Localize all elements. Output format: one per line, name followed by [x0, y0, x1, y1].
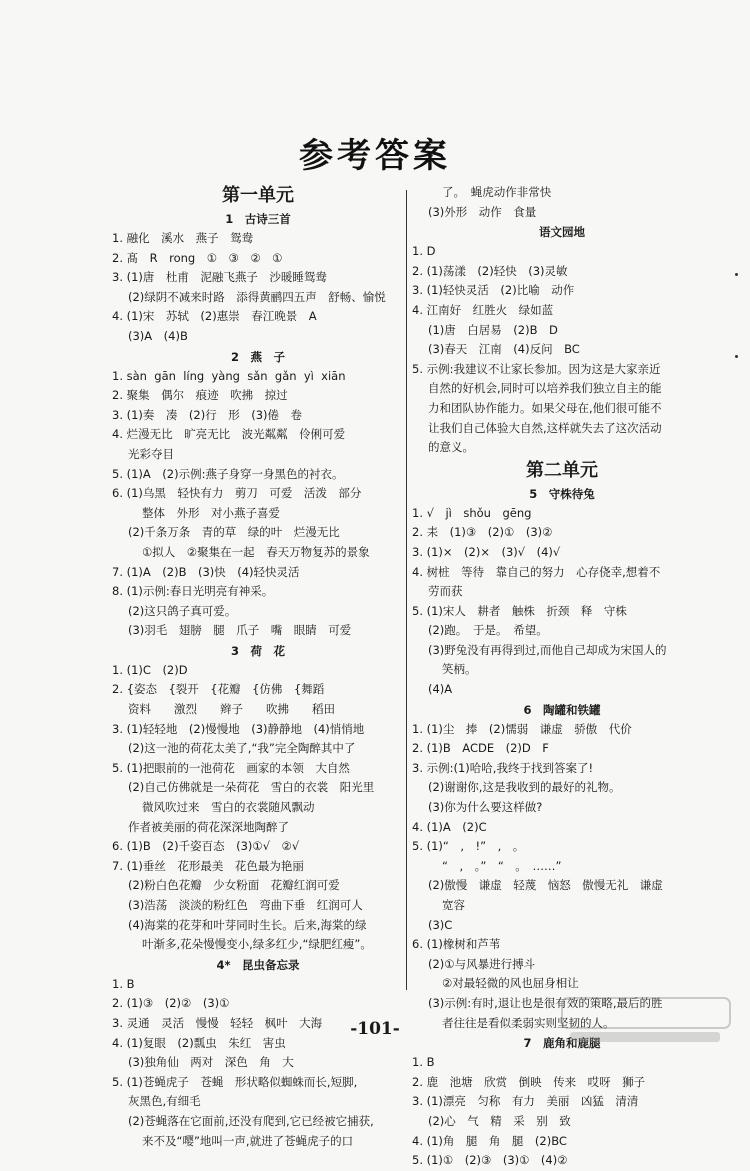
answer-line: 自然的好机会,同时可以培养我们独立自主的能 — [428, 381, 662, 396]
lesson-title: 5 守株待兔 — [529, 486, 595, 501]
answer-line: (2)苍蝇落在它面前,还没有爬到,它已经被它捕获, — [128, 1113, 374, 1128]
answer-line: 1. sàn gān líng yàng sǎn gǎn yì xiān — [112, 368, 346, 383]
answer-line: 5. 示例:我建议不让家长参加。因为这是大家亲近 — [412, 361, 661, 376]
answer-line: 3. (1)× (2)× (3)√ (4)√ — [412, 544, 561, 559]
answer-line: (3)春天 江南 (4)反问 BC — [428, 342, 580, 357]
answer-line: 灰黑色,有细毛 — [128, 1094, 201, 1109]
answer-line: 劳而获 — [428, 584, 463, 599]
answer-line: 资料 激烈 辫子 吹拂 稻田 — [128, 702, 335, 717]
answer-line: 3. 示例:(1)哈哈,我终于找到答案了! — [412, 760, 594, 775]
answer-line: 1. B — [412, 1055, 435, 1070]
answer-line: 4. 树桩 等待 靠自己的努力 心存侥幸,想着不 — [412, 564, 661, 579]
answer-line: 2. {姿态 {裂开 {花瓣 {仿佛 {舞蹈 — [112, 682, 325, 697]
column-divider — [406, 190, 407, 990]
answer-line: 2. (1)B ACDE (2)D F — [412, 741, 549, 756]
answer-line: (3)浩荡 淡淡的粉红色 弯曲下垂 红润可人 — [128, 898, 363, 912]
answer-line: 3. (1)轻快灵活 (2)比喻 动作 — [412, 283, 575, 298]
answer-line: (3)羽毛 翅膀 腿 爪子 嘴 眼睛 可爱 — [128, 623, 352, 638]
answer-line: 了。 蝇虎动作非常快 — [442, 185, 552, 199]
answer-line: 微风吹过来 雪白的衣裳随风飘动 — [142, 800, 315, 815]
answer-line: 让我们自己体验大自然,这样就失去了这次活动 — [428, 420, 662, 435]
answer-line: 1. 融化 溪水 燕子 鸳鸯 — [112, 231, 254, 245]
answer-line: (3)独角仙 两对 深色 角 大 — [128, 1055, 294, 1070]
answer-line: 6. (1)乌黑 轻快有力 剪刀 可爱 活泼 部分 — [112, 486, 362, 501]
answer-line: (2)自己仿佛就是一朵荷花 雪白的衣裳 阳光里 — [128, 780, 375, 795]
answer-line: (3)示例:有时,退让也是很有效的策略,最后的胜 — [428, 995, 663, 1010]
answer-line: (2)心 气 精 采 别 致 — [428, 1113, 571, 1128]
answer-line: 2. 耒 (1)③ (2)① (3)② — [412, 525, 553, 540]
watermark-logo-icon — [560, 996, 732, 1046]
answer-line: 笑柄。 — [442, 662, 477, 677]
lesson-title: 语文园地 — [539, 225, 585, 240]
answer-line: 4. (1)A (2)C — [412, 819, 487, 834]
answer-line: ①拟人 ②聚集在一起 春天万物复苏的景象 — [142, 544, 370, 559]
lesson-title: 6 陶罐和铁罐 — [523, 702, 601, 717]
answer-line: 力和团队协作能力。如果父母在,他们很可能不 — [428, 400, 662, 415]
answer-line: 3. 灵通 灵活 慢慢 轻轻 枫叶 大海 — [112, 1015, 323, 1030]
answer-line: (2)这只鸽子真可爱。 — [128, 603, 237, 618]
answer-line: 5. (1)把眼前的一池荷花 画家的本领 大自然 — [112, 760, 350, 775]
answer-line: 2. 髙 R rong ① ③ ② ① — [112, 250, 283, 265]
answer-line: 1. √ jì shǒu gēng — [412, 505, 532, 520]
left-column — [112, 183, 404, 1151]
lesson-title: 3 荷 花 — [230, 643, 285, 658]
answer-line: 4. (1)角 腿 角 腿 (2)BC — [412, 1133, 567, 1148]
lesson-title: 4* 昆虫备忘录 — [216, 957, 300, 972]
answer-line: 3. (1)唐 杜甫 泥融飞燕子 沙暖睡鸳鸯 — [112, 270, 327, 285]
answer-line: 5. (1)“ , !” , 。 — [412, 839, 525, 854]
answer-line: 宽容 — [442, 898, 465, 912]
edge-mark — [735, 355, 738, 358]
answer-line: (2)跑。 于是。 希望。 — [428, 623, 548, 638]
answer-line: 6. (1)橡树和芦苇 — [412, 937, 501, 952]
answer-line: 1. D — [412, 244, 436, 259]
answer-line: 叶渐多,花朵慢慢变小,绿多红少,“绿肥红瘦”。 — [142, 937, 372, 952]
answer-line: 1. B — [112, 976, 135, 991]
lesson-title: 2 燕 子 — [230, 349, 285, 364]
lesson-title: 7 鹿角和鹿腿 — [523, 1036, 601, 1051]
unit-title: 第二单元 — [526, 459, 598, 481]
answer-line: 2. (1)③ (2)② (3)① — [112, 996, 230, 1011]
answer-line: 5. (1)A (2)示例:燕子身穿一身黑色的衬衣。 — [112, 466, 344, 481]
answer-line: (2)千条万条 青的草 绿的叶 烂漫无比 — [128, 525, 340, 540]
answer-line: 的意义。 — [428, 440, 474, 455]
answer-line: (2)绿阴不减来时路 添得黄鹂四五声 舒畅、愉悦 — [128, 289, 386, 304]
answer-line: 5. (1)宋人 耕者 触株 折颈 释 守株 — [412, 603, 627, 618]
answer-line: 者往往是看似柔弱实则坚韧的人。 — [442, 1015, 615, 1030]
answer-line: 4. 江南好 红胜火 绿如蓝 — [412, 302, 554, 317]
answer-line: ②对最轻微的风也屈身相让 — [442, 976, 579, 991]
answer-line: (4)海棠的花芽和叶芽同时生长。后来,海棠的绿 — [128, 917, 367, 932]
answer-line: 1. (1)尘 捧 (2)懦弱 谦虚 骄傲 代价 — [412, 721, 632, 736]
answer-line: (2)这一池的荷花太美了,“我”完全陶醉其中了 — [128, 741, 356, 756]
answer-line: 6. (1)B (2)千姿百态 (3)①√ ②√ — [112, 839, 300, 854]
answer-line: 7. (1)A (2)B (3)快 (4)轻快灵活 — [112, 564, 300, 579]
edge-mark — [735, 273, 738, 276]
answer-line: “ , 。” “ 。 ……” — [442, 858, 562, 873]
answer-line: 7. (1)垂丝 花形最美 花色最为艳丽 — [112, 858, 304, 873]
answer-line: (2)粉白色花瓣 少女粉面 花瓣红润可爱 — [128, 878, 340, 893]
answer-line: 作者被美丽的荷花深深地陶醉了 — [128, 819, 289, 834]
lesson-title: 1 古诗三首 — [225, 212, 291, 226]
page-number: -101- — [350, 1019, 400, 1039]
answer-line: (3)C — [428, 917, 453, 932]
answer-line: 整体 外形 对小燕子喜爱 — [142, 505, 280, 520]
answer-line: 来不及“嘤”地叫一声,就进了苍蝇虎子的口 — [142, 1133, 354, 1148]
answer-line: 4. 烂漫无比 旷亮无比 波光粼粼 伶俐可爱 — [112, 427, 346, 442]
answer-line: (3)A (4)B — [128, 328, 188, 343]
answer-line: (2)傲慢 谦虚 轻蔑 恼怒 傲慢无礼 谦虚 — [428, 878, 663, 893]
answer-line: (3)野兔没有再得到过,而他自己却成为宋国人的 — [428, 642, 667, 657]
answer-line: 1. (1)C (2)D — [112, 662, 188, 677]
answer-line: 3. (1)漂亮 匀称 有力 美丽 凶猛 清清 — [412, 1094, 639, 1109]
page-title: 参考答案 — [299, 136, 451, 176]
answer-line: 3. (1)轻轻地 (2)慢慢地 (3)静静地 (4)悄悄地 — [112, 721, 365, 736]
unit-title: 第一单元 — [222, 185, 294, 206]
answer-line: 2. (1)荡漾 (2)轻快 (3)灵敏 — [412, 263, 568, 278]
answer-line: (2)谢谢你,这是我收到的最好的礼物。 — [428, 780, 621, 795]
answer-line: 4. (1)宋 苏轼 (2)惠崇 春江晚景 A — [112, 309, 317, 324]
answer-line: (4)A — [428, 682, 453, 697]
answer-line: (1)唐 白居易 (2)B D — [428, 322, 558, 337]
answer-line: 3. (1)奏 凑 (2)行 形 (3)倦 卷 — [112, 407, 302, 422]
answer-line: 4. (1)复眼 (2)瓢虫 朱红 害虫 — [112, 1035, 286, 1050]
answer-line: 2. 聚集 偶尔 痕迹 吹拂 掠过 — [112, 388, 288, 403]
answer-line: 2. 鹿 池塘 欣赏 倒映 传来 哎呀 狮子 — [412, 1074, 646, 1089]
answer-line: (3)外形 动作 食量 — [428, 204, 537, 219]
answer-line: 5. (1)苍蝇虎子 苍蝇 形状略似蜘蛛而长,短脚, — [112, 1074, 358, 1089]
answer-line: (3)你为什么要这样做? — [428, 800, 543, 815]
answer-line: (2)①与风暴进行搏斗 — [428, 956, 536, 971]
answer-line: 光彩夺目 — [128, 446, 174, 461]
answer-line: 5. (1)① (2)③ (3)① (4)② — [412, 1153, 568, 1168]
answer-line: 8. (1)示例:春日光明亮有神采。 — [112, 584, 274, 599]
